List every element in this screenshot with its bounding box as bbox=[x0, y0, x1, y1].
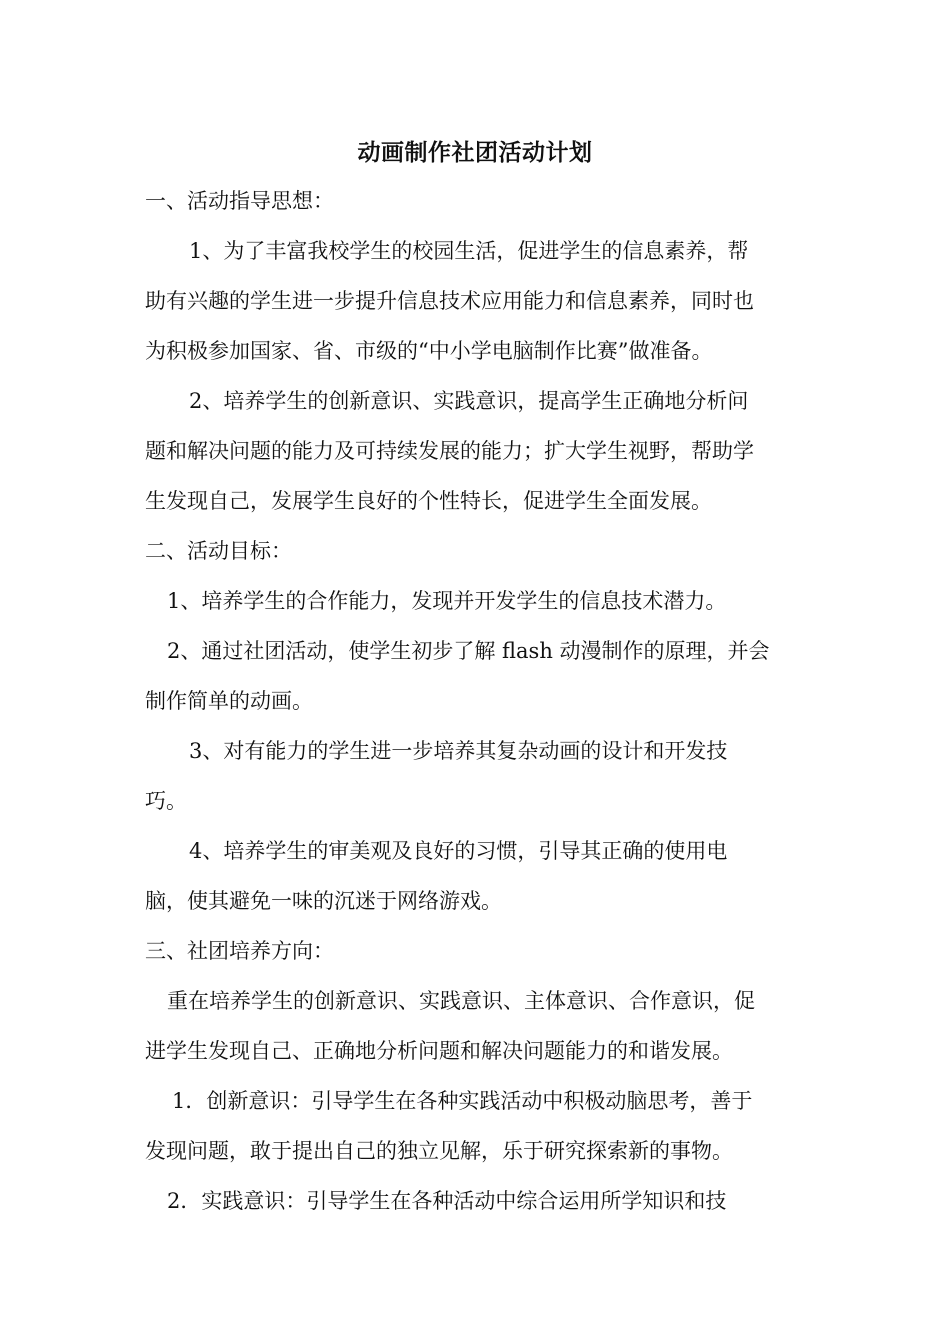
paragraph-line: 巧。 bbox=[145, 789, 187, 813]
paragraph-line: 制作简单的动画。 bbox=[145, 689, 313, 713]
paragraph-line: 3、对有能力的学生进一步培养其复杂动画的设计和开发技 bbox=[189, 739, 728, 763]
paragraph-line: 进学生发现自己、正确地分析问题和解决问题能力的和谐发展。 bbox=[145, 1039, 733, 1063]
paragraph-line: 发现问题，敢于提出自己的独立见解，乐于研究探索新的事物。 bbox=[145, 1139, 733, 1163]
document-title: 动画制作社团活动计划 bbox=[357, 139, 593, 166]
paragraph-line: 2、通过社团活动，使学生初步了解 flash 动漫制作的原理，并会 bbox=[167, 639, 770, 663]
section-heading-club-direction: 三、社团培养方向： bbox=[145, 939, 334, 963]
paragraph-line: 重在培养学生的创新意识、实践意识、主体意识、合作意识，促 bbox=[167, 989, 755, 1013]
paragraph-line: 1、为了丰富我校学生的校园生活，促进学生的信息素养，帮 bbox=[189, 239, 749, 263]
paragraph-line: 2、培养学生的创新意识、实践意识，提高学生正确地分析问 bbox=[189, 389, 749, 413]
paragraph-line: 1．创新意识：引导学生在各种实践活动中积极动脑思考，善于 bbox=[172, 1089, 753, 1113]
section-heading-activity-goals: 二、活动目标： bbox=[145, 539, 292, 563]
paragraph-line: 4、培养学生的审美观及良好的习惯，引导其正确的使用电 bbox=[189, 839, 728, 863]
paragraph-line: 为积极参加国家、省、市级的“中小学电脑制作比赛”做准备。 bbox=[145, 339, 713, 363]
paragraph-line: 1、培养学生的合作能力，发现并开发学生的信息技术潜力。 bbox=[167, 589, 727, 613]
paragraph-line: 助有兴趣的学生进一步提升信息技术应用能力和信息素养，同时也 bbox=[145, 289, 754, 313]
paragraph-line: 生发现自己，发展学生良好的个性特长，促进学生全面发展。 bbox=[145, 489, 712, 513]
paragraph-line: 题和解决问题的能力及可持续发展的能力；扩大学生视野，帮助学 bbox=[145, 439, 754, 463]
section-heading-guiding-ideology: 一、活动指导思想： bbox=[145, 189, 334, 213]
paragraph-line: 2．实践意识：引导学生在各种活动中综合运用所学知识和技 bbox=[167, 1189, 727, 1213]
paragraph-line: 脑，使其避免一味的沉迷于网络游戏。 bbox=[145, 889, 502, 913]
